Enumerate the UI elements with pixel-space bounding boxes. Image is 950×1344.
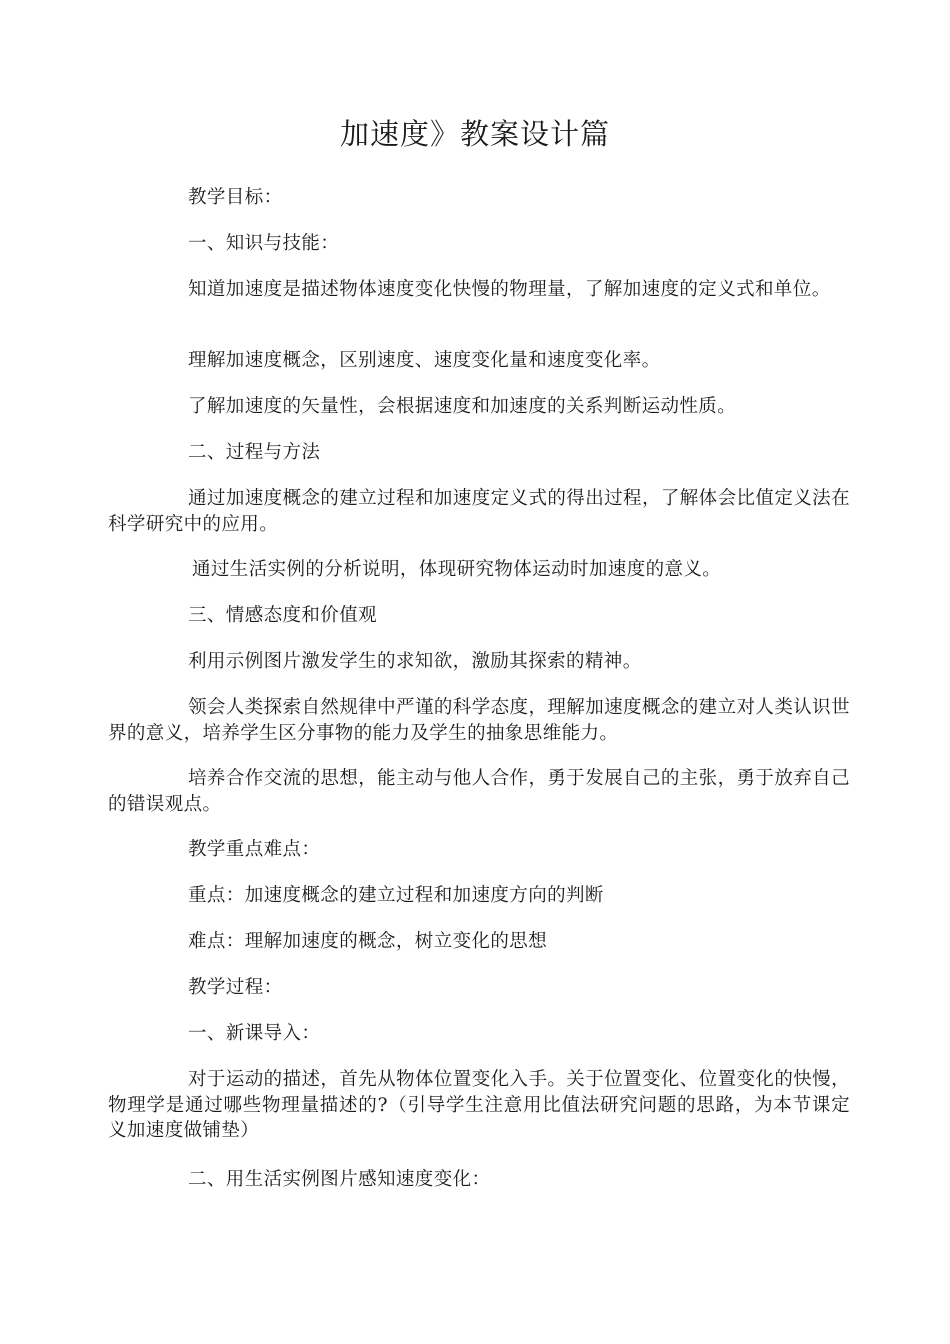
paragraph-scientific-attitude: 领会人类探索自然规律中严谨的科学态度，理解加速度概念的建立对人类认识世界的意义，培养学生区分事物的能力及学生的抽象思维能力。 [108,697,850,744]
paragraph-knowledge-skills: 一、知识与技能： [188,233,340,254]
paragraph-teaching-process: 教学过程： [188,977,283,998]
paragraph-know-acceleration: 知道加速度是描述物体速度变化快慢的物理量，了解加速度的定义式和单位。 [188,279,831,300]
paragraph-emotion-values: 三、情感态度和价值观 [188,605,378,626]
paragraph-difficult-point: 难点：理解加速度的概念，树立变化的思想 [188,931,548,952]
document-title: 加速度》教案设计篇 [339,117,610,151]
paragraph-life-examples: 通过生活实例的分析说明，体现研究物体运动时加速度的意义。 [192,559,722,580]
paragraph-cooperation: 培养合作交流的思想，能主动与他人合作，勇于发展自己的主张，勇于放弃自己的错误观点。 [108,768,850,815]
paragraph-process-method: 二、过程与方法 [188,442,321,463]
paragraph-vector-nature: 了解加速度的矢量性，会根据速度和加速度的关系判断运动性质。 [188,396,737,417]
paragraph-motion-description: 对于运动的描述，首先从物体位置变化入手。关于位置变化、位置变化的快慢，物理学是通过哪些物理量描述的?（引导学生注意用比值法研究问题的思路，为本节课定义加速度做铺垫） [108,1069,850,1141]
paragraph-key-difficult-points: 教学重点难点： [188,839,321,860]
paragraph-understand-concept: 理解加速度概念，区别速度、速度变化量和速度变化率。 [188,350,661,371]
paragraph-ratio-definition: 通过加速度概念的建立过程和加速度定义式的得出过程，了解体会比值定义法在科学研究中的应用。 [108,488,850,535]
paragraph-teaching-goals: 教学目标： [188,187,283,208]
paragraph-curiosity: 利用示例图片激发学生的求知欲，激励其探索的精神。 [188,651,642,672]
paragraph-perceive-velocity-change: 二、用生活实例图片感知速度变化： [188,1169,491,1190]
paragraph-introduction: 一、新课导入： [188,1023,321,1044]
paragraph-key-point: 重点：加速度概念的建立过程和加速度方向的判断 [188,885,604,906]
